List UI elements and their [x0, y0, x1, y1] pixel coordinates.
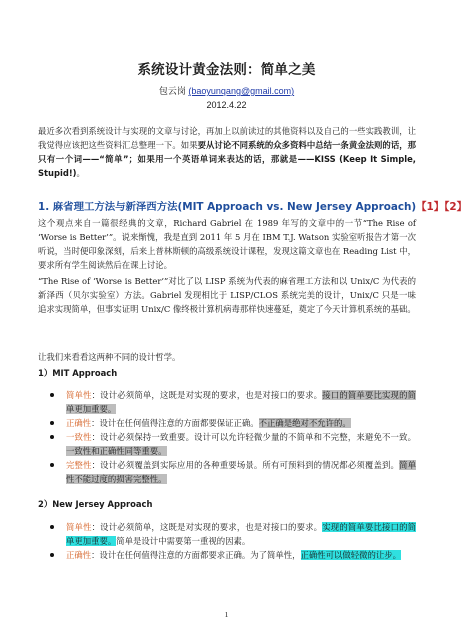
principle-list-item: [38, 388, 416, 416]
highlighted-text: 接口的简单要比实现的简单更加重要。: [66, 390, 417, 414]
intro-end: 。: [76, 168, 85, 178]
author-line: [0, 84, 453, 97]
intro-bold-text: 要从讨论不同系统的众多资料中总结一条黄金法则的话，那只有一个词——“简单”；如果用一个英语单词来表达的话，那就是——KISS (Keep It Simple, Stupid!): [38, 140, 416, 178]
principle-text: ：设计必须覆盖到实际应用的各种重要场景。所有可预料到的情况都必须覆盖到。: [91, 460, 400, 470]
intro-text: 最近多次看到系统设计与实现的文章与讨论，再加上以前读过的其他资料以及自己的一些实践教训，让我觉得应该把这些资料汇总整理一下。如果: [38, 126, 416, 150]
section-paragraph-3: 让我们来看看这两种不同的设计哲学。: [38, 352, 181, 362]
bullet-icon: [50, 553, 54, 557]
section-heading: [38, 198, 467, 213]
section-heading-text: 1. 麻省理工方法与新泽西方法(MIT Approach vs. New Jersey Approach): [38, 201, 417, 213]
principle-term: 正确性: [66, 418, 92, 428]
intro-paragraph: [38, 124, 416, 180]
highlighted-text: 不正确是绝对不允许的。: [258, 418, 351, 428]
principle-term: 一致性: [66, 432, 92, 442]
principle-term: 简单性: [66, 390, 92, 400]
author-email-link[interactable]: (baoyunqang@gmail.com): [188, 86, 295, 96]
nj-principles-list: [38, 520, 416, 562]
bullet-icon: [50, 463, 54, 467]
document-date: 2012.4.22: [206, 100, 247, 110]
section-paragraph-1: 这个观点来自一篇很经典的文章，Richard Gabriel 在 1989 年写的文章中的一节“The Rise of ‘Worse is Better’”。说来惭愧，我是直到 2011 年 5 月在 IBM T.J. Watson 实验室听报告才第一次听说，当时便印象深刻，后来上普林斯顿的高级系统设计课程，发现这篇文章也在 Reading List 中，要求所有学生阅读然后在课上讨论。: [38, 218, 416, 270]
highlighted-text: 正确性可以做轻微的让步。: [300, 550, 401, 560]
principle-text: ：设计在任何值得注意的方面都要保证正确。: [91, 418, 259, 428]
highlighted-text: 一致性和正确性同等重要。: [66, 446, 167, 456]
principle-term: 正确性: [66, 550, 92, 560]
bullet-icon: [50, 393, 54, 397]
principle-term: 完整性: [66, 460, 92, 470]
principle-list-item: [38, 458, 416, 486]
bullet-icon: [50, 421, 54, 425]
principle-list-item: [38, 548, 416, 562]
mit-principles-list: [38, 388, 416, 486]
page-number: 1: [224, 610, 229, 619]
principle-list-item: [38, 416, 416, 430]
principle-text: ：设计必须简单，这既是对实现的要求，也是对接口的要求。: [91, 522, 323, 532]
principle-text: ：设计必须保持一致重要。设计可以允许轻微少量的不简单和不完整，来避免不一致。: [91, 432, 417, 442]
principle-list-item: [38, 430, 416, 458]
highlighted-text: 实现的简单要比接口的简单更加重要。: [66, 522, 417, 546]
principle-text: ：设计在任何值得注意的方面都要求正确。为了简单性，: [91, 550, 301, 560]
principle-term: 简单性: [66, 522, 92, 532]
principle-list-item: [38, 520, 416, 548]
section-paragraph-2: “The Rise of ‘Worse is Better’”对比了以 LISP 系统为代表的麻省理工方法和以 Unix/C 为代表的新泽西（贝尔实验室）方法。Gabriel 发现相比于 LISP/CLOS 系统完美的设计，Unix/C 只是一味追求实现简单，但事实证明 Unix/C 像终极计算机病毒那样快速蔓延，奠定了今天计算机系统的基础。: [38, 276, 416, 314]
principle-text-after: 简单是设计中需要第一重视的因素。: [116, 536, 251, 546]
mit-approach-label: 1）MIT Approach: [38, 368, 118, 378]
nj-approach-label: 2）New Jersey Approach: [38, 499, 153, 509]
reference-links[interactable]: 【1】【2】: [416, 201, 467, 213]
document-title: 系统设计黄金法则：简单之美: [137, 62, 316, 78]
bullet-icon: [50, 435, 54, 439]
highlighted-text: 简单性不能过度的损害完整性。: [66, 460, 417, 484]
bullet-icon: [50, 525, 54, 529]
principle-text: ：设计必须简单，这既是对实现的要求，也是对接口的要求。: [91, 390, 323, 400]
author-name: 包云岗: [158, 86, 186, 96]
